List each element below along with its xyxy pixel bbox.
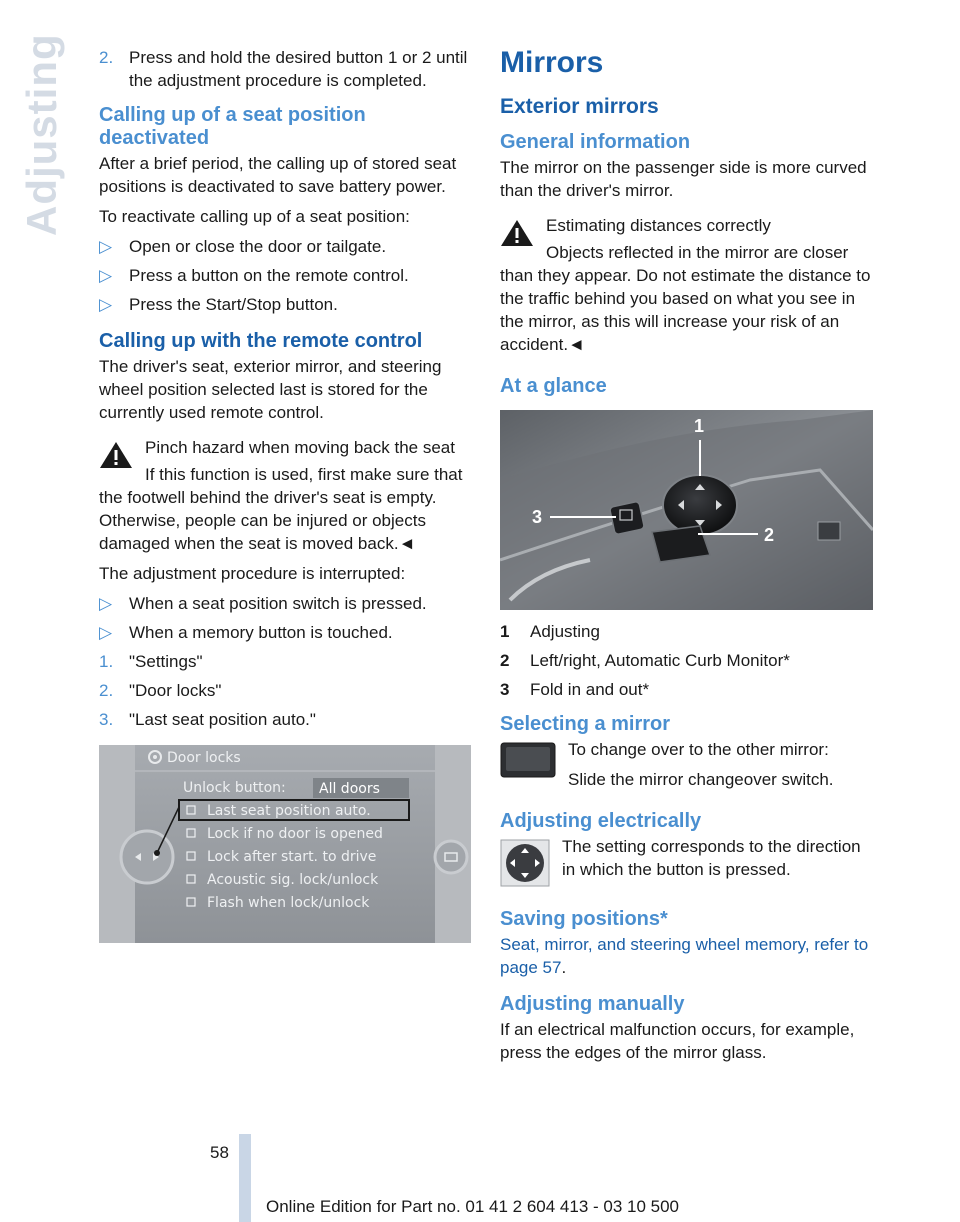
footer-bar — [239, 1134, 251, 1222]
warning-body: If this function is used, first make sure that the footwell behind the driver's seat is empty. Otherwise, people can be injured or objects damaged when the seat is moved back.◄ — [99, 465, 463, 553]
adjusting-block — [500, 835, 875, 888]
legend-item: 2 Left/right, Automatic Curb Monitor* — [500, 651, 790, 670]
option-label: Acoustic sig. lock/unlock — [207, 872, 379, 888]
heading-adjusting-electrically: Adjusting electrically — [500, 810, 702, 832]
side-tab-label: Adjusting — [18, 33, 65, 236]
page-number: 58 — [210, 1143, 229, 1162]
bullet-item: ▷ When a seat position switch is pressed. — [99, 594, 427, 613]
warning-icon — [500, 218, 534, 248]
paragraph: Slide the mirror changeover switch. — [568, 770, 834, 789]
warning-icon — [99, 440, 133, 470]
side-tab — [18, 33, 68, 240]
step-item: 2. "Door locks" — [99, 681, 222, 700]
heading-saving-positions: Saving positions* — [500, 908, 668, 930]
warning-title: Estimating distances correctly — [546, 216, 771, 235]
heading-remote-control: Calling up with the remote control — [99, 330, 423, 352]
selecting-block — [500, 738, 875, 798]
left-right-switch — [652, 526, 710, 562]
bullet-icon: ▷ — [99, 594, 113, 613]
bullet-item: ▷ Open or close the door or tailgate. — [99, 237, 387, 256]
screen-title: Door locks — [167, 750, 241, 766]
unlock-label: Unlock button: — [183, 780, 286, 796]
section-title: Mirrors — [500, 46, 604, 79]
heading-exterior-mirrors: Exterior mirrors — [500, 95, 659, 118]
option-label: Lock if no door is opened — [207, 826, 383, 842]
step-item — [99, 46, 474, 92]
step-item: 1. "Settings" — [99, 652, 203, 671]
paragraph: After a brief period, the calling up of stored seat positions is deactivated to save battery power. — [99, 154, 457, 196]
warning-block — [500, 214, 875, 363]
paragraph: The setting corresponds to the direction in which the button is pressed. — [562, 837, 861, 879]
saving-text: Seat, mirror, and steering wheel memory, refer to page 57. — [500, 935, 869, 977]
left-column — [99, 46, 474, 943]
option-label: Flash when lock/unlock — [207, 895, 370, 911]
bullet-icon: ▷ — [99, 266, 113, 285]
heading-selecting-mirror: Selecting a mirror — [500, 713, 671, 735]
legend-item: 1 Adjusting — [500, 622, 600, 641]
paragraph: The adjustment procedure is interrupted: — [99, 564, 406, 583]
heading-at-a-glance: At a glance — [500, 375, 607, 397]
paragraph: If an electrical malfunction occurs, for example, press the edges of the mirror glass. — [500, 1020, 855, 1062]
right-column — [500, 46, 875, 1071]
bullet-icon: ▷ — [99, 623, 113, 642]
callout-1: 1 — [694, 416, 705, 436]
legend-item: 3 Fold in and out* — [500, 680, 650, 699]
bullet-icon: ▷ — [99, 237, 113, 256]
footer-edition: Online Edition for Part no. 01 41 2 604 413 - 03 10 500 — [266, 1197, 680, 1216]
warning-body: Objects reflected in the mirror are closer than they appear. Do not estimate the distance to the traffic behind you based on what you see in the mirror, as this will increase your risk of an accident.◄ — [500, 243, 871, 354]
paragraph: To reactivate calling up of a seat position: — [99, 207, 410, 226]
paragraph: To change over to the other mirror: — [568, 740, 829, 759]
idrive-screen-image — [99, 745, 471, 943]
bullet-item: ▷ When a memory button is touched. — [99, 623, 393, 642]
paragraph: The driver's seat, exterior mirror, and steering wheel position selected last is stored for the currently used remote control. — [99, 357, 442, 422]
page-link[interactable]: 57 — [542, 958, 562, 977]
option-label: Lock after start. to drive — [207, 849, 377, 865]
heading-adjusting-manually: Adjusting manually — [500, 993, 685, 1015]
bullet-icon: ▷ — [99, 295, 113, 314]
bullet-item: ▷ Press the Start/Stop button. — [99, 295, 338, 314]
warning-block — [99, 436, 474, 562]
heading-general-information: General information — [500, 131, 691, 153]
step-text: Press and hold the desired button 1 or 2 until the adjustment procedure is completed. — [129, 48, 468, 90]
callout-2: 2 — [764, 525, 775, 545]
changeover-switch-icon — [500, 742, 556, 778]
direction-button-icon — [500, 839, 550, 887]
callout-3: 3 — [532, 507, 543, 527]
heading-deactivated: Calling up of a seat position deactivated — [99, 104, 366, 149]
mirror-controls-image — [500, 410, 873, 610]
warning-title: Pinch hazard when moving back the seat — [145, 438, 455, 457]
step-number: 2. — [99, 48, 114, 67]
unlock-value: All doors — [319, 781, 380, 797]
bullet-item: ▷ Press a button on the remote control. — [99, 266, 409, 285]
paragraph: The mirror on the passenger side is more curved than the driver's mirror. — [500, 158, 867, 200]
step-item: 3. "Last seat position auto." — [99, 710, 316, 729]
option-label: Last seat position auto. — [207, 803, 371, 819]
